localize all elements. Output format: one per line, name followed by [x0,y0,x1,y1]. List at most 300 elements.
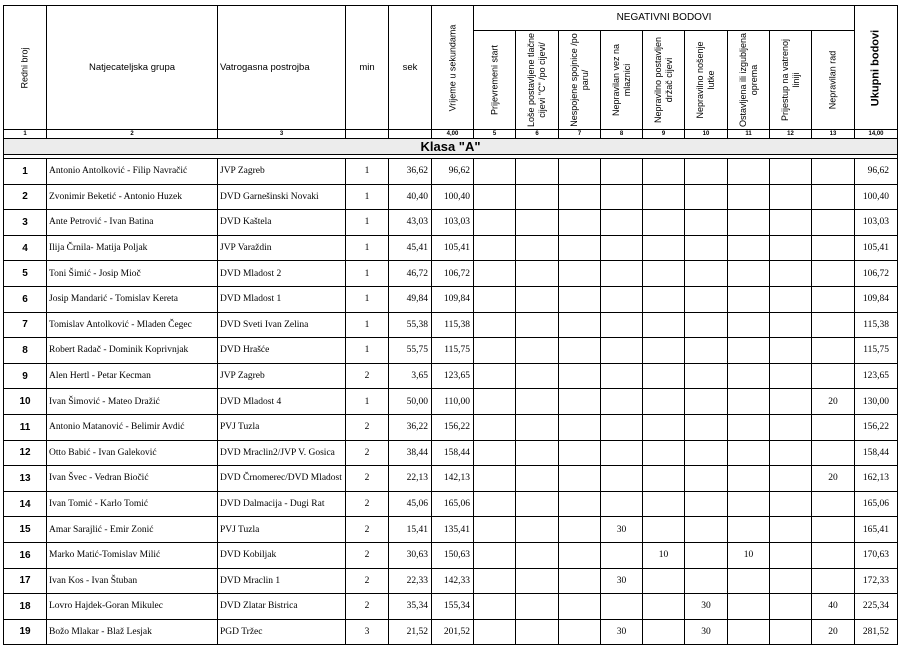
unit-cell: DVD Črnomerec/DVD Mladost [218,466,346,492]
negative-cell [474,594,516,620]
negative-cell [643,619,685,645]
negative-cell [643,338,685,364]
min-cell: 1 [346,184,389,210]
negative-cell [812,235,855,261]
unit-cell: DVD Garnešinski Novaki [218,184,346,210]
header-negative-col [643,31,685,130]
negative-cell [685,466,728,492]
total-cell: 123,65 [855,363,898,389]
negative-cell: 10 [728,542,770,568]
negative-cell [516,568,559,594]
unit-cell: DVD Mladost 1 [218,286,346,312]
negative-cell [474,414,516,440]
negative-cell: 30 [601,517,643,543]
negative-cell [516,235,559,261]
total-cell: 115,38 [855,312,898,338]
negative-cell [516,594,559,620]
time-cell: 142,13 [432,466,474,492]
unit-cell: DVD Kaštela [218,210,346,236]
negative-cell [770,491,812,517]
negative-cell [474,619,516,645]
group-cell: Ivan Tomić - Karlo Tomić [47,491,218,517]
unit-cell: DVD Mraclin2/JVP V. Gosica [218,440,346,466]
unit-cell: PVJ Tuzla [218,414,346,440]
negative-cell [770,594,812,620]
time-cell: 105,41 [432,235,474,261]
negative-cell [559,594,601,620]
rank-cell: 8 [4,338,47,364]
table-row [4,517,898,543]
unit-cell: DVD Dalmacija - Dugi Rat [218,491,346,517]
negative-cell: 30 [685,619,728,645]
negative-cell [685,235,728,261]
rank-cell: 10 [4,389,47,415]
time-cell: 150,63 [432,542,474,568]
negative-cell [728,491,770,517]
negative-cell [474,517,516,543]
negative-cell [601,159,643,185]
column-number: 6 [516,130,559,139]
time-cell: 106,72 [432,261,474,287]
table-row [4,594,898,620]
rank-cell: 11 [4,414,47,440]
class-title: Klasa "A" [4,139,898,155]
total-cell: 281,52 [855,619,898,645]
negative-cell [728,389,770,415]
header-negative-col [728,31,770,130]
negative-cell [516,312,559,338]
header-rank [4,6,47,130]
column-number: 8 [601,130,643,139]
min-cell: 3 [346,619,389,645]
header-negative-label: Nepravilno postavljen držač cijevi [652,36,674,124]
header-time [432,6,474,130]
negative-cell [601,466,643,492]
table-row [4,235,898,261]
negative-cell [685,517,728,543]
negative-cell [685,414,728,440]
negative-cell [601,389,643,415]
time-cell: 142,33 [432,568,474,594]
negative-cell [728,363,770,389]
time-cell: 96,62 [432,159,474,185]
negative-cell [601,210,643,236]
negative-cell [728,594,770,620]
negative-cell [474,184,516,210]
group-cell: Božo Mlakar - Blaž Lesjak [47,619,218,645]
time-cell: 156,22 [432,414,474,440]
negative-cell [516,159,559,185]
negative-cell [474,491,516,517]
header-negative-label: Nespojene spojnice /po paru/ [568,33,590,127]
negative-cell [516,210,559,236]
min-cell: 1 [346,389,389,415]
table-row [4,363,898,389]
negative-cell [770,159,812,185]
total-cell: 100,40 [855,184,898,210]
negative-cell [474,261,516,287]
sec-cell: 36,22 [389,414,432,440]
negative-cell [601,261,643,287]
negative-cell [685,491,728,517]
negative-cell [685,440,728,466]
negative-cell [643,286,685,312]
column-number: 11 [728,130,770,139]
group-cell: Toni Šimić - Josip Mioč [47,261,218,287]
negative-cell [812,568,855,594]
group-cell: Marko Matić-Tomislav Milić [47,542,218,568]
negative-cell [643,440,685,466]
column-number: 12 [770,130,812,139]
negative-cell [474,159,516,185]
negative-cell [643,389,685,415]
negative-cell [601,491,643,517]
group-cell: Josip Mandarić - Tomislav Kereta [47,286,218,312]
unit-cell: JVP Zagreb [218,159,346,185]
unit-cell: DVD Hrašće [218,338,346,364]
negative-cell [559,159,601,185]
sec-cell: 3,65 [389,363,432,389]
group-cell: Ante Petrović - Ivan Batina [47,210,218,236]
negative-cell [474,210,516,236]
sec-cell: 22,33 [389,568,432,594]
negative-cell [601,363,643,389]
negative-cell [770,286,812,312]
negative-cell [770,338,812,364]
negative-cell [812,542,855,568]
group-cell: Antonio Antolković - Filip Navračić [47,159,218,185]
negative-cell [685,184,728,210]
table-row [4,184,898,210]
negative-cell [516,338,559,364]
negative-cell [601,286,643,312]
negative-cell [728,286,770,312]
group-cell: Ilija Črnila- Matija Poljak [47,235,218,261]
column-number: 10 [685,130,728,139]
negative-cell: 30 [601,619,643,645]
header-negative-label: Prijestup na vatrenoj liniji [779,38,801,122]
group-cell: Tomislav Antolković - Mladen Čegec [47,312,218,338]
header-negative-points: NEGATIVNI BODOVI [474,6,855,31]
group-cell: Ivan Šimović - Mateo Dražić [47,389,218,415]
sec-cell: 22,13 [389,466,432,492]
negative-cell [643,517,685,543]
total-cell: 103,03 [855,210,898,236]
negative-cell [474,312,516,338]
rank-cell: 15 [4,517,47,543]
header-negative-col [559,31,601,130]
negative-cell: 20 [812,466,855,492]
negative-cell [559,619,601,645]
total-cell: 115,75 [855,338,898,364]
column-number: 3 [218,130,346,139]
negative-cell [770,414,812,440]
min-cell: 1 [346,286,389,312]
negative-cell [728,184,770,210]
header-negative-label: Loše postavljene tlačne cijevi "C" /po cijevi/ [526,32,547,128]
table-row [4,312,898,338]
group-cell: Otto Babić - Ivan Galeković [47,440,218,466]
column-number: 13 [812,130,855,139]
negative-cell [474,338,516,364]
sec-cell: 45,41 [389,235,432,261]
negative-cell [643,491,685,517]
negative-cell [685,542,728,568]
unit-cell: PGD Tržec [218,619,346,645]
negative-cell [643,235,685,261]
min-cell: 1 [346,210,389,236]
time-cell: 115,75 [432,338,474,364]
group-cell: Zvonimir Beketić - Antonio Huzek [47,184,218,210]
negative-cell [643,210,685,236]
negative-cell [643,594,685,620]
rank-cell: 6 [4,286,47,312]
negative-cell [770,619,812,645]
negative-cell [728,338,770,364]
header-negative-col [685,31,728,130]
table-row [4,338,898,364]
negative-cell [770,517,812,543]
sec-cell: 21,52 [389,619,432,645]
column-number: 9 [643,130,685,139]
rank-cell: 9 [4,363,47,389]
group-cell: Alen Hertl - Petar Kecman [47,363,218,389]
negative-cell [685,389,728,415]
unit-cell: DVD Zlatar Bistrica [218,594,346,620]
header-negative-col [474,31,516,130]
header-negative-col [770,31,812,130]
negative-cell [601,184,643,210]
rank-cell: 3 [4,210,47,236]
total-cell: 96,62 [855,159,898,185]
header-negative-col [812,31,855,130]
unit-cell: JVP Zagreb [218,363,346,389]
negative-cell [685,312,728,338]
unit-cell: DVD Mladost 2 [218,261,346,287]
negative-cell [812,491,855,517]
negative-cell [728,466,770,492]
group-cell: Ivan Kos - Ivan Štuban [47,568,218,594]
column-number [346,130,389,139]
rank-cell: 5 [4,261,47,287]
sec-cell: 30,63 [389,542,432,568]
column-number [389,130,432,139]
table-row [4,491,898,517]
negative-cell [643,312,685,338]
negative-cell [559,210,601,236]
negative-cell [770,312,812,338]
total-cell: 172,33 [855,568,898,594]
negative-cell [728,414,770,440]
negative-cell [770,261,812,287]
negative-cell [516,491,559,517]
negative-cell [812,210,855,236]
header-total-label: Ukupni bodovi [869,29,882,106]
sec-cell: 49,84 [389,286,432,312]
negative-cell [516,414,559,440]
rank-cell: 13 [4,466,47,492]
unit-cell: DVD Mladost 4 [218,389,346,415]
rank-cell: 7 [4,312,47,338]
sec-cell: 46,72 [389,261,432,287]
total-cell: 165,06 [855,491,898,517]
total-cell: 225,34 [855,594,898,620]
column-number: 14,00 [855,130,898,139]
header-negative-label: Nepravilno nošenje lutke [695,41,716,119]
total-cell: 170,63 [855,542,898,568]
min-cell: 1 [346,338,389,364]
header-negative-label: Nepravilan rad [827,50,838,110]
negative-cell [559,517,601,543]
min-cell: 2 [346,517,389,543]
negative-cell [770,542,812,568]
rank-cell: 17 [4,568,47,594]
negative-cell [728,261,770,287]
time-cell: 165,06 [432,491,474,517]
negative-cell [601,235,643,261]
negative-cell [516,389,559,415]
min-cell: 2 [346,491,389,517]
negative-cell [770,568,812,594]
rank-cell: 2 [4,184,47,210]
header-negative-label: Prijevremeni start [489,44,499,116]
negative-cell [770,440,812,466]
negative-cell [812,440,855,466]
negative-cell [559,491,601,517]
total-cell: 106,72 [855,261,898,287]
rank-cell: 18 [4,594,47,620]
rank-cell: 12 [4,440,47,466]
negative-cell [728,159,770,185]
unit-cell: PVJ Tuzla [218,517,346,543]
negative-cell [643,363,685,389]
negative-cell [559,466,601,492]
header-negative-label: Ostavljena ili izgubljena oprema [737,32,759,128]
negative-cell [559,363,601,389]
negative-cell [643,184,685,210]
negative-cell [770,235,812,261]
min-cell: 2 [346,568,389,594]
total-cell: 109,84 [855,286,898,312]
header-negative-col [516,31,559,130]
negative-cell: 10 [643,542,685,568]
header-negative-label: Nepravilan vez na mlaznici [610,43,632,117]
negative-cell [728,517,770,543]
negative-cell [685,286,728,312]
time-cell: 123,65 [432,363,474,389]
negative-cell [643,568,685,594]
unit-cell: DVD Sveti Ivan Zelina [218,312,346,338]
min-cell: 1 [346,159,389,185]
negative-cell [559,261,601,287]
negative-cell [474,542,516,568]
table-row [4,568,898,594]
negative-cell [812,338,855,364]
negative-cell: 20 [812,619,855,645]
group-cell: Antonio Matanović - Belimir Avdić [47,414,218,440]
min-cell: 1 [346,312,389,338]
header-sec: sek [389,6,432,130]
min-cell: 1 [346,261,389,287]
negative-cell [728,440,770,466]
rank-cell: 16 [4,542,47,568]
negative-cell [770,389,812,415]
time-cell: 155,34 [432,594,474,620]
group-cell: Amar Sarajlić - Emir Zonić [47,517,218,543]
min-cell: 2 [346,440,389,466]
sec-cell: 36,62 [389,159,432,185]
negative-cell [728,210,770,236]
header-min: min [346,6,389,130]
negative-cell [728,312,770,338]
negative-cell [812,363,855,389]
total-cell: 165,41 [855,517,898,543]
negative-cell [643,414,685,440]
negative-cell [474,235,516,261]
table-row [4,210,898,236]
negative-cell [685,363,728,389]
total-cell: 156,22 [855,414,898,440]
negative-cell [559,286,601,312]
time-cell: 109,84 [432,286,474,312]
rank-cell: 19 [4,619,47,645]
negative-cell: 20 [812,389,855,415]
negative-cell [643,159,685,185]
time-cell: 115,38 [432,312,474,338]
unit-cell: DVD Kobiljak [218,542,346,568]
negative-cell [685,159,728,185]
table-row [4,440,898,466]
table-row [4,619,898,645]
unit-cell: JVP Varaždin [218,235,346,261]
column-number: 5 [474,130,516,139]
negative-cell [770,466,812,492]
sec-cell: 40,40 [389,184,432,210]
negative-cell [559,414,601,440]
negative-cell [516,517,559,543]
table-row [4,261,898,287]
min-cell: 2 [346,542,389,568]
negative-cell [559,235,601,261]
results-table [3,5,898,645]
total-cell: 158,44 [855,440,898,466]
negative-cell [643,466,685,492]
negative-cell [601,594,643,620]
sec-cell: 43,03 [389,210,432,236]
negative-cell [812,414,855,440]
negative-cell [601,440,643,466]
negative-cell [516,261,559,287]
negative-cell [601,312,643,338]
negative-cell [812,312,855,338]
negative-cell [770,184,812,210]
column-number: 1 [4,130,47,139]
negative-cell [812,184,855,210]
negative-cell [812,517,855,543]
time-cell: 158,44 [432,440,474,466]
sec-cell: 55,38 [389,312,432,338]
negative-cell: 30 [685,594,728,620]
negative-cell [559,389,601,415]
negative-cell [559,312,601,338]
header-time-label: Vrijeme u sekundama [447,24,457,111]
negative-cell [812,261,855,287]
negative-cell [685,261,728,287]
negative-cell [559,568,601,594]
total-cell: 162,13 [855,466,898,492]
min-cell: 2 [346,414,389,440]
header-total [855,6,898,130]
